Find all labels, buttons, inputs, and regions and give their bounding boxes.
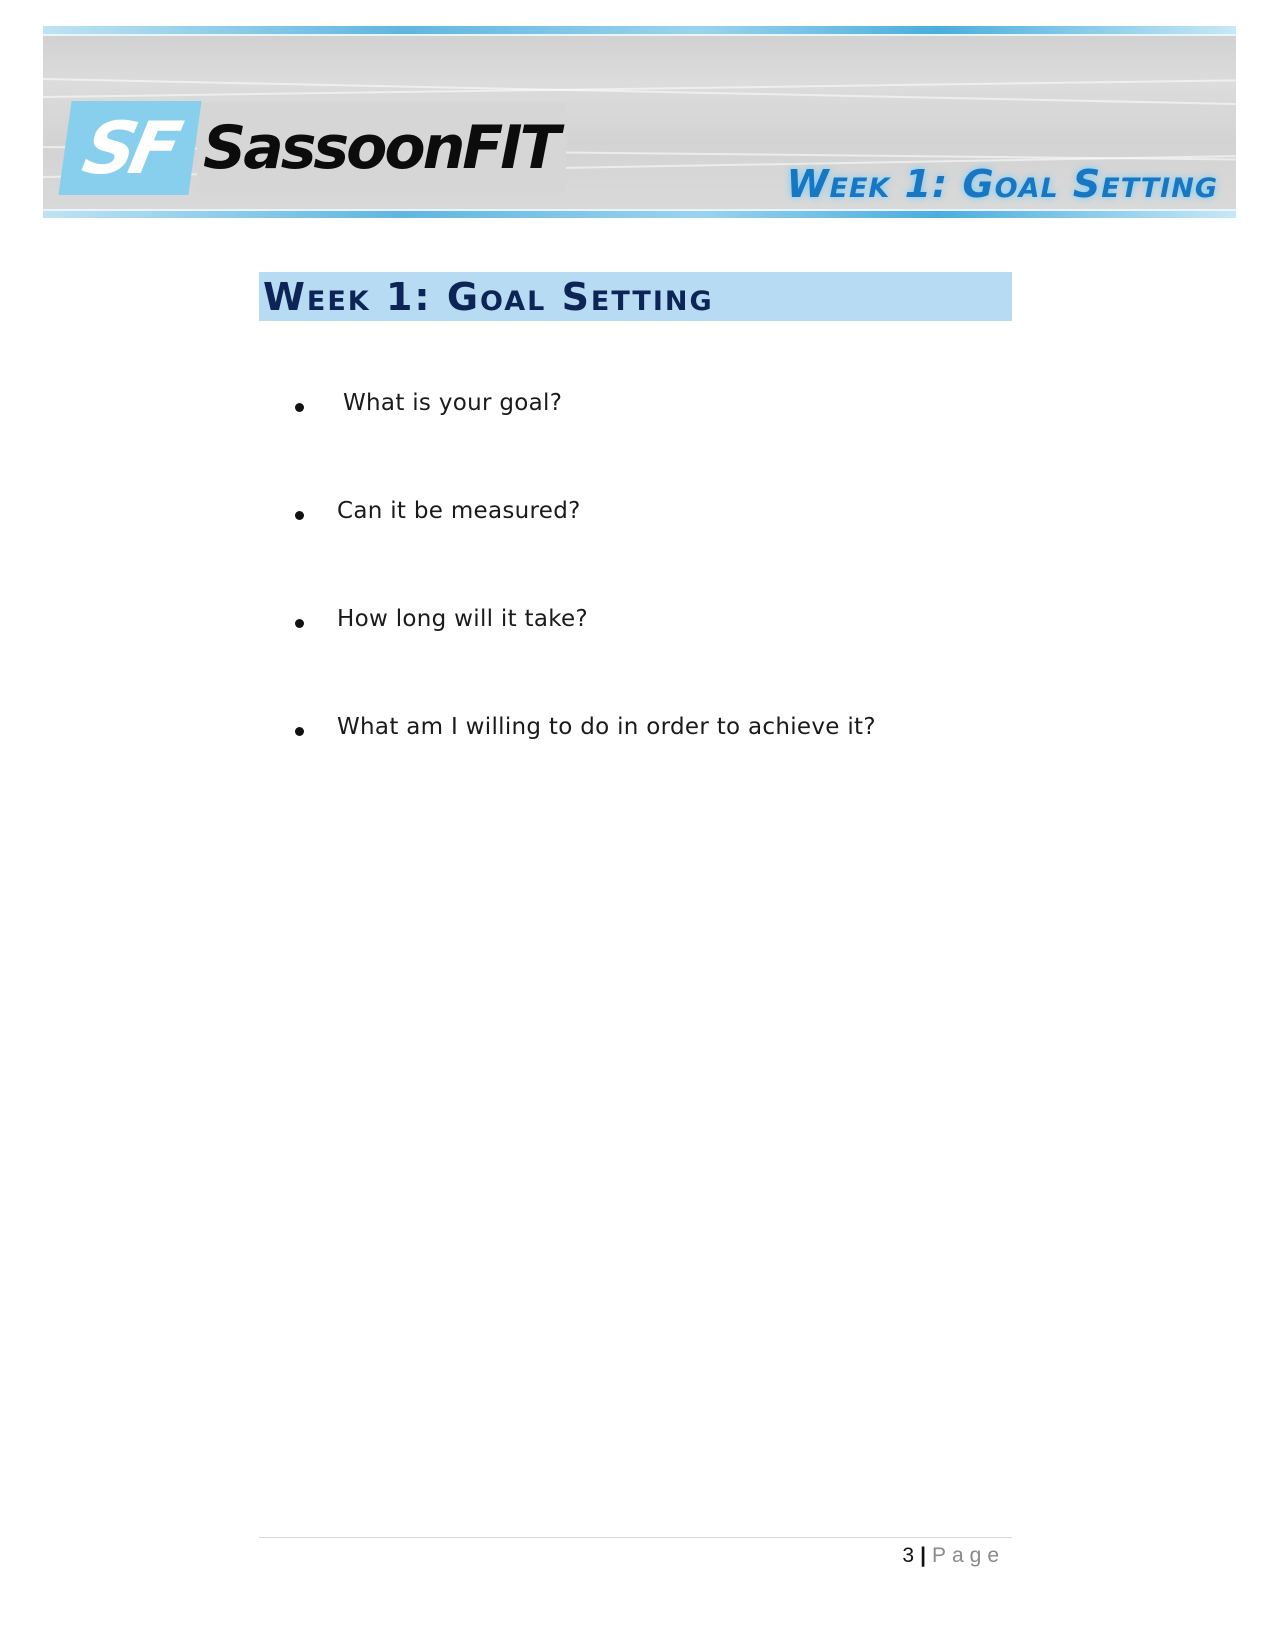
logo-wordmark-box bbox=[197, 103, 566, 193]
page-separator: | bbox=[920, 1544, 926, 1567]
logo-mark-text: SF bbox=[76, 106, 184, 190]
bullet-icon bbox=[295, 727, 304, 736]
question-text: What am I willing to do in order to achieve it? bbox=[337, 714, 876, 740]
page-number: 3 bbox=[902, 1544, 915, 1567]
banner-bottom-stripe bbox=[43, 211, 1236, 218]
banner-top-stripe bbox=[43, 26, 1236, 34]
page-label: Page bbox=[931, 1544, 1005, 1567]
bullet-icon bbox=[295, 403, 304, 412]
question-text: Can it be measured? bbox=[337, 498, 581, 524]
page-title: Week 1: Goal Setting bbox=[263, 275, 714, 319]
sassoonfit-logo bbox=[55, 100, 566, 196]
bullet-icon bbox=[295, 511, 304, 520]
header-banner bbox=[43, 26, 1236, 218]
banner-title: Week 1: Goal Setting bbox=[786, 162, 1218, 206]
section-heading-bar bbox=[259, 272, 1012, 321]
question-text: How long will it take? bbox=[337, 606, 589, 632]
question-text: What is your goal? bbox=[343, 390, 563, 416]
logo-wordmark: SassoonFIT bbox=[203, 113, 558, 183]
page-footer bbox=[902, 1544, 1005, 1568]
footer-divider bbox=[259, 1537, 1012, 1538]
logo-mark bbox=[58, 101, 201, 195]
bullet-icon bbox=[295, 619, 304, 628]
